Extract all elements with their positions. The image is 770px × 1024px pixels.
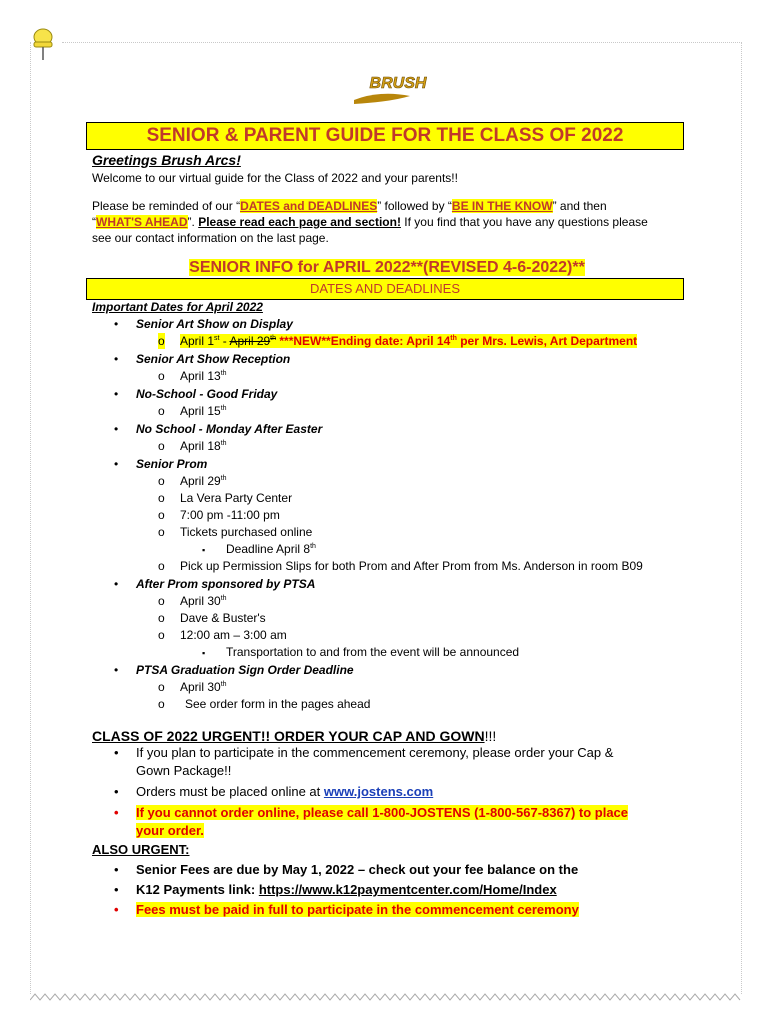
sub-bullet: o <box>158 697 165 711</box>
sub-bullet: o <box>158 508 165 522</box>
prom-tickets: Tickets purchased online <box>180 525 313 539</box>
dates-deadlines-heading: DATES AND DEADLINES <box>86 278 684 300</box>
sub-bullet: o <box>158 680 165 694</box>
sub-bullet: o <box>158 491 165 505</box>
also-urgent-heading: ALSO URGENT: <box>92 842 190 857</box>
pushpin-icon <box>30 26 58 62</box>
sub-bullet: o <box>158 525 165 539</box>
bullet: • <box>114 902 119 917</box>
prom-slips: Pick up Permission Slips for both Prom and After Prom from Ms. Anderson in room B09 <box>180 559 643 573</box>
bullet: • <box>114 352 119 366</box>
sub-bullet: o <box>158 474 165 488</box>
sub-sub-bullet: ▪ <box>202 545 206 555</box>
be-in-the-know-link[interactable]: BE IN THE KNOW <box>451 199 553 213</box>
prom-venue: La Vera Party Center <box>180 491 293 505</box>
read-note: Please read each page and section! <box>198 215 401 229</box>
reception-date: April 13th <box>180 369 227 383</box>
bullet: • <box>114 577 119 591</box>
prom-date: April 29th <box>180 474 227 488</box>
event-good-friday: No-School - Good Friday <box>136 387 278 401</box>
welcome-text: Welcome to our virtual guide for the Class of 2022 and your parents!! <box>92 171 458 185</box>
cap-gown-item-2: Orders must be placed online at www.jostens.com <box>136 784 434 799</box>
bullet: • <box>114 387 119 401</box>
bullet: • <box>114 882 119 897</box>
cap-gown-heading: CLASS OF 2022 URGENT!! ORDER YOUR CAP AND GOWN!!! <box>92 728 497 744</box>
bullet: • <box>114 663 119 677</box>
prom-time: 7:00 pm -11:00 pm <box>180 508 280 522</box>
event-easter: No School - Monday After Easter <box>136 422 323 436</box>
k12-payments-link[interactable]: https://www.k12paymentcenter.com/Home/Index <box>258 882 557 897</box>
easter-date: April 18th <box>180 439 227 453</box>
brush-logo <box>350 70 446 106</box>
event-after-prom: After Prom sponsored by PTSA <box>136 577 316 591</box>
cap-gown-item-1: If you plan to participate in the commencement ceremony, please order your Cap & Gown Package!! <box>136 745 614 778</box>
bullet: • <box>114 457 119 471</box>
art-show-dates: April 1st - April 29th ***NEW**Ending date: April 14th per Mrs. Lewis, Art Department <box>180 334 638 348</box>
sub-bullet: o <box>158 559 165 573</box>
sub-bullet: o <box>158 369 165 383</box>
event-reception: Senior Art Show Reception <box>136 352 291 366</box>
also-urgent-item-3: Fees must be paid in full to participate in the commencement ceremony <box>136 902 579 917</box>
event-sign-order: PTSA Graduation Sign Order Deadline <box>136 663 354 677</box>
after-prom-date: April 30th <box>180 594 227 608</box>
bullet: • <box>114 317 119 331</box>
sub-bullet: o <box>158 594 165 608</box>
sub-bullet: o <box>158 334 165 348</box>
bullet: • <box>114 422 119 436</box>
important-dates-heading: Important Dates for April 2022 <box>92 300 263 314</box>
bullet: • <box>114 745 119 760</box>
sign-order-date: April 30th <box>180 680 227 694</box>
after-prom-transport: Transportation to and from the event will be announced <box>226 645 520 659</box>
bullet: • <box>114 784 119 799</box>
page-border-right <box>741 42 742 994</box>
good-friday-date: April 15th <box>180 404 227 418</box>
whats-ahead-link[interactable]: WHAT'S AHEAD <box>96 215 188 229</box>
senior-info-heading: SENIOR INFO for APRIL 2022**(REVISED 4-6-2022)** <box>189 259 585 276</box>
bullet: • <box>114 862 119 877</box>
page-border-left <box>30 42 31 994</box>
cap-gown-item-3: If you cannot order online, please call 1-800-JOSTENS (1-800-567-8367) to place your order. <box>136 805 629 838</box>
greeting: Greetings Brush Arcs! <box>92 152 241 168</box>
event-art-show: Senior Art Show on Display <box>136 317 293 331</box>
sub-bullet: o <box>158 628 165 642</box>
event-prom: Senior Prom <box>136 457 208 471</box>
page-title: SENIOR & PARENT GUIDE FOR THE CLASS OF 2022 <box>86 122 684 150</box>
after-prom-time: 12:00 am – 3:00 am <box>180 628 287 642</box>
sub-bullet: o <box>158 611 165 625</box>
sub-bullet: o <box>158 404 165 418</box>
svg-text:BRUSH: BRUSH <box>369 75 427 92</box>
also-urgent-item-1: Senior Fees are due by May 1, 2022 – check out your fee balance on the <box>136 862 579 877</box>
sub-sub-bullet: ▪ <box>202 648 206 658</box>
prom-deadline: Deadline April 8th <box>226 542 316 556</box>
sub-bullet: o <box>158 439 165 453</box>
also-urgent-item-2: K12 Payments link: https://www.k12paymentcenter.com/Home/Index <box>136 882 557 897</box>
jostens-link[interactable]: www.jostens.com <box>323 784 434 799</box>
dates-deadlines-link[interactable]: DATES and DEADLINES <box>240 199 378 213</box>
bullet: • <box>114 805 119 820</box>
page-border-top <box>62 42 742 43</box>
page-torn-edge <box>30 992 742 1002</box>
after-prom-venue: Dave & Buster's <box>180 611 266 625</box>
reminder-paragraph: Please be reminded of our “DATES and DEADLINES” followed by “BE IN THE KNOW” and then “WHAT'S AHEAD”. Please read each page and section! If you find that you have any questions please see our contact information on the last page. <box>92 199 648 245</box>
sign-order-note: See order form in the pages ahead <box>185 697 371 711</box>
